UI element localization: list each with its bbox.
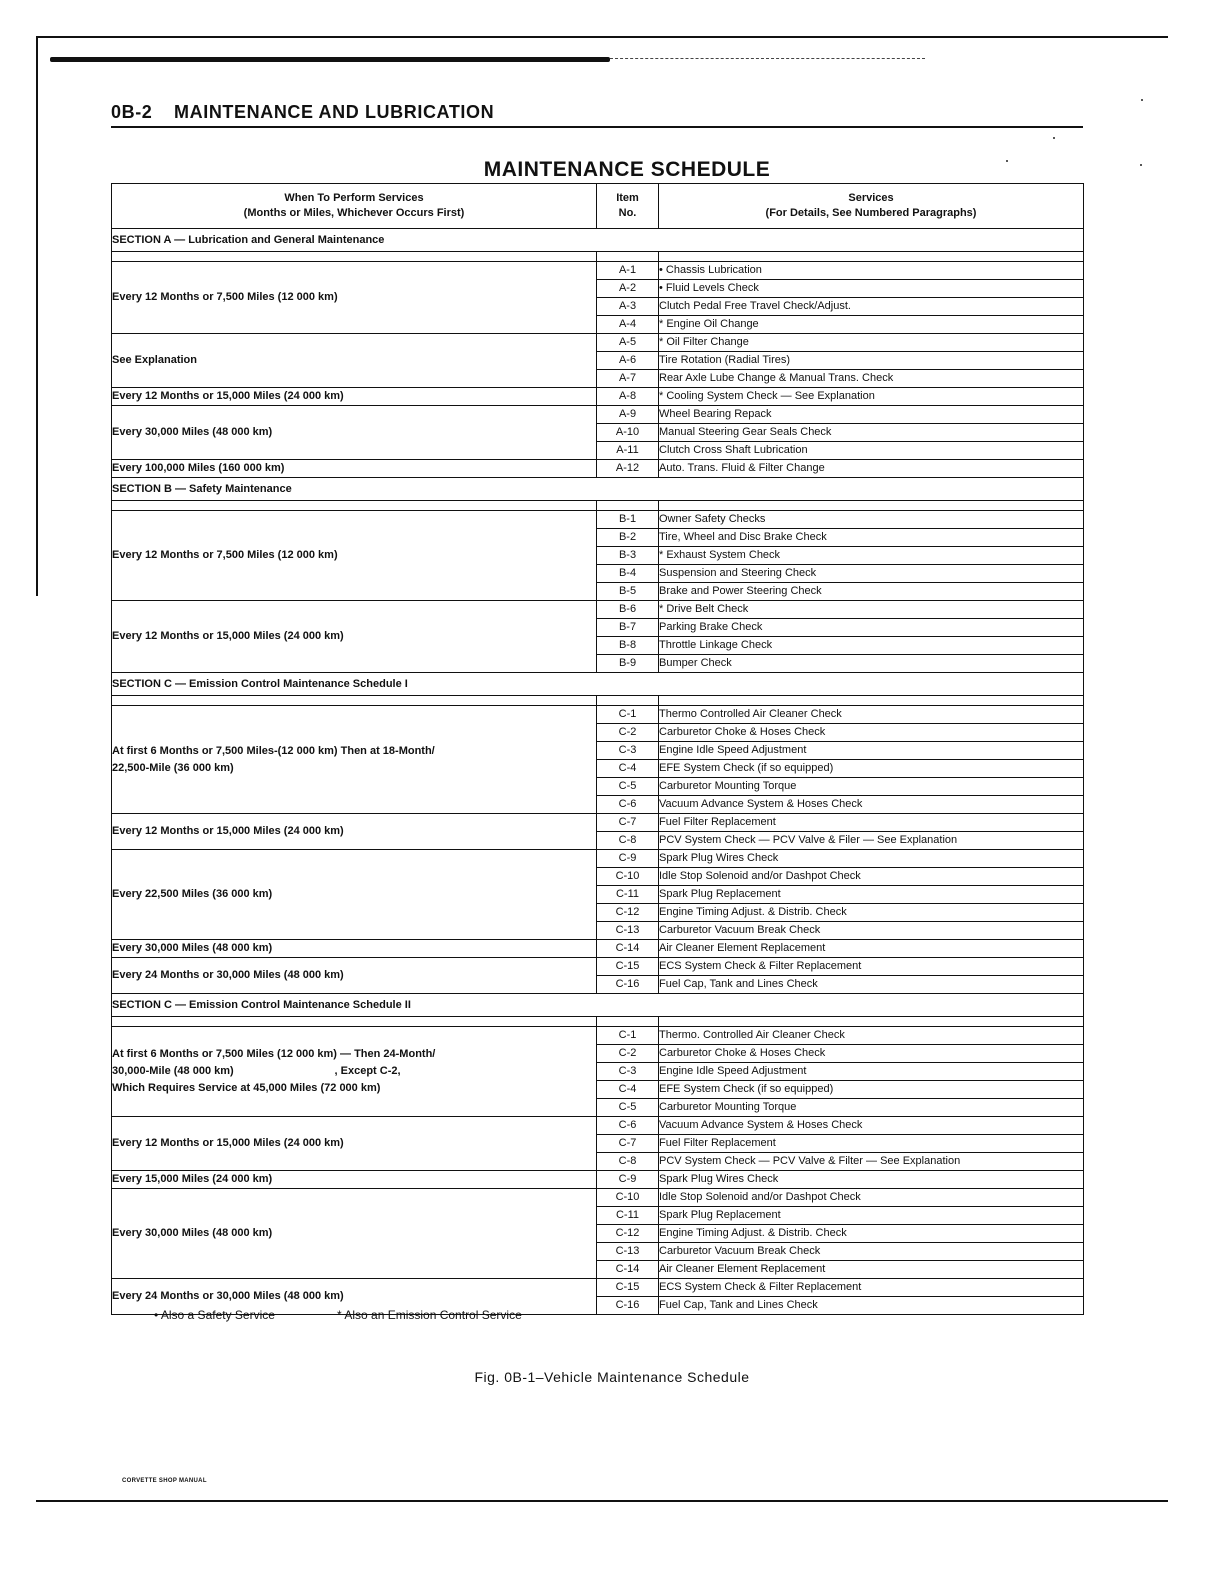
service-description: Fuel Cap, Tank and Lines Check (659, 1297, 1084, 1315)
service-interval-line: Every 100,000 Miles (160 000 km) (112, 462, 285, 475)
item-number: C-10 (597, 868, 659, 886)
item-number: C-11 (597, 886, 659, 904)
spacer-cell (597, 1017, 659, 1027)
column-header-services-line1: Services (848, 192, 894, 204)
service-description: ECS System Check & Filter Replacement (659, 958, 1084, 976)
item-number: A-12 (597, 460, 659, 478)
service-interval-line: At first 6 Months or 7,500 Miles-(12 000 km) Then at 18-Month/ (112, 744, 435, 757)
section-title: SECTION C — Emission Control Maintenance Schedule I (112, 673, 1084, 696)
service-description: Manual Steering Gear Seals Check (659, 424, 1084, 442)
scan-speck (1141, 99, 1143, 101)
service-interval-line: Every 12 Months or 15,000 Miles (24 000 km) (112, 825, 344, 838)
service-description: Suspension and Steering Check (659, 565, 1084, 583)
maintenance-schedule-table (111, 183, 1084, 1315)
spacer-cell (112, 252, 597, 262)
item-number: C-9 (597, 850, 659, 868)
service-description: Spark Plug Replacement (659, 1207, 1084, 1225)
service-description: Clutch Pedal Free Travel Check/Adjust. (659, 298, 1084, 316)
item-number: C-13 (597, 1243, 659, 1261)
item-number: C-15 (597, 1279, 659, 1297)
service-interval (112, 262, 597, 334)
service-description: Thermo. Controlled Air Cleaner Check (659, 1027, 1084, 1045)
item-number: C-6 (597, 1117, 659, 1135)
column-header-item-line1: Item (616, 192, 639, 204)
service-interval (112, 814, 597, 850)
service-description: Rear Axle Lube Change & Manual Trans. Check (659, 370, 1084, 388)
item-number: A-11 (597, 442, 659, 460)
item-number: C-2 (597, 1045, 659, 1063)
service-interval-line: Which Requires Service at 45,000 Miles (72 000 km) (112, 1082, 381, 1095)
service-description: Throttle Linkage Check (659, 637, 1084, 655)
service-interval-line: At first 6 Months or 7,500 Miles (12 000 km) — Then 24-Month/ (112, 1048, 436, 1061)
service-interval (112, 940, 597, 958)
item-number: A-1 (597, 262, 659, 280)
item-number: C-15 (597, 958, 659, 976)
section-title: MAINTENANCE AND LUBRICATION (174, 102, 495, 122)
spacer-cell (597, 501, 659, 511)
column-header-when-line2: (Months or Miles, Whichever Occurs First) (243, 207, 465, 219)
item-number: B-9 (597, 655, 659, 673)
service-description: Carburetor Choke & Hoses Check (659, 1045, 1084, 1063)
page-border-bottom (36, 1500, 1168, 1502)
item-number: B-8 (597, 637, 659, 655)
header-rule (111, 126, 1083, 128)
item-number: C-6 (597, 796, 659, 814)
service-description: Vacuum Advance System & Hoses Check (659, 796, 1084, 814)
footer-manual-name: CORVETTE SHOP MANUAL (122, 1478, 207, 1484)
item-number: C-9 (597, 1171, 659, 1189)
item-number: C-7 (597, 814, 659, 832)
service-interval-line: Every 12 Months or 7,500 Miles (12 000 km) (112, 549, 338, 562)
figure-caption: Fig. 0B-1–Vehicle Maintenance Schedule (474, 1369, 750, 1385)
item-number: B-4 (597, 565, 659, 583)
table-row (112, 406, 1084, 424)
item-number: C-3 (597, 742, 659, 760)
column-header-when (112, 184, 597, 229)
service-description: Idle Stop Solenoid and/or Dashpot Check (659, 868, 1084, 886)
table-row (112, 1027, 1084, 1045)
service-description: Bumper Check (659, 655, 1084, 673)
section-code: 0B-2 (111, 102, 153, 122)
service-interval (112, 334, 597, 388)
column-header-item-line2: No. (618, 207, 637, 219)
document-title (0, 158, 1224, 182)
service-description: Engine Timing Adjust. & Distrib. Check (659, 904, 1084, 922)
item-number: C-16 (597, 976, 659, 994)
table-row (112, 1189, 1084, 1207)
service-description: Carburetor Choke & Hoses Check (659, 724, 1084, 742)
section-title: SECTION C — Emission Control Maintenance Schedule II (112, 994, 1084, 1017)
service-interval (112, 706, 597, 814)
table-row (112, 511, 1084, 529)
spacer-cell (659, 1017, 1084, 1027)
service-description: Vacuum Advance System & Hoses Check (659, 1117, 1084, 1135)
item-number: C-13 (597, 922, 659, 940)
item-number: B-7 (597, 619, 659, 637)
service-description: Carburetor Mounting Torque (659, 778, 1084, 796)
service-description: Carburetor Vacuum Break Check (659, 922, 1084, 940)
item-number: A-10 (597, 424, 659, 442)
service-interval (112, 958, 597, 994)
item-number: C-8 (597, 832, 659, 850)
item-number: C-1 (597, 706, 659, 724)
service-description: * Cooling System Check — See Explanation (659, 388, 1084, 406)
spacer-cell (597, 252, 659, 262)
item-number: A-8 (597, 388, 659, 406)
service-interval (112, 1189, 597, 1279)
spacer-cell (112, 501, 597, 511)
item-number: C-1 (597, 1027, 659, 1045)
item-number: A-9 (597, 406, 659, 424)
item-number: A-4 (597, 316, 659, 334)
item-number: C-5 (597, 778, 659, 796)
service-description: Auto. Trans. Fluid & Filter Change (659, 460, 1084, 478)
service-interval-line: 22,500-Mile (36 000 km) (112, 761, 234, 774)
table-row (112, 601, 1084, 619)
section-spacer-row (112, 696, 1084, 706)
table-row (112, 958, 1084, 976)
section-row (112, 673, 1084, 696)
item-number: C-12 (597, 904, 659, 922)
spacer-cell (112, 696, 597, 706)
spacer-cell (659, 696, 1084, 706)
footnote-emission: * Also an Emission Control Service (337, 1308, 522, 1322)
service-description: Brake and Power Steering Check (659, 583, 1084, 601)
service-description: Carburetor Vacuum Break Check (659, 1243, 1084, 1261)
column-header-item (597, 184, 659, 229)
service-interval-line: Every 12 Months or 15,000 Miles (24 000 km) (112, 630, 344, 643)
service-interval (112, 388, 597, 406)
service-description: Spark Plug Wires Check (659, 850, 1084, 868)
service-description: * Engine Oil Change (659, 316, 1084, 334)
service-interval-line: Every 30,000 Miles (48 000 km) (112, 942, 273, 955)
column-header-services (659, 184, 1084, 229)
service-description: Tire Rotation (Radial Tires) (659, 352, 1084, 370)
section-spacer-row (112, 501, 1084, 511)
item-number: C-8 (597, 1153, 659, 1171)
scan-speck (1053, 137, 1055, 139)
table-row (112, 388, 1084, 406)
page-header (111, 102, 494, 123)
service-interval-line: Every 15,000 Miles (24 000 km) (112, 1173, 273, 1186)
service-interval-line: Every 30,000 Miles (48 000 km) (112, 1227, 273, 1240)
service-description: • Chassis Lubrication (659, 262, 1084, 280)
spacer-cell (597, 696, 659, 706)
service-description: PCV System Check — PCV Valve & Filer — See Explanation (659, 832, 1084, 850)
page-border-left (36, 36, 38, 596)
service-description: Tire, Wheel and Disc Brake Check (659, 529, 1084, 547)
table-row (112, 1117, 1084, 1135)
item-number: C-4 (597, 1081, 659, 1099)
service-interval (112, 1171, 597, 1189)
service-description: * Exhaust System Check (659, 547, 1084, 565)
service-description: Clutch Cross Shaft Lubrication (659, 442, 1084, 460)
spacer-cell (659, 501, 1084, 511)
section-title: SECTION B — Safety Maintenance (112, 478, 1084, 501)
item-number: C-3 (597, 1063, 659, 1081)
item-number: C-7 (597, 1135, 659, 1153)
service-interval (112, 1117, 597, 1171)
page-border-top (36, 36, 1168, 38)
table-row (112, 1279, 1084, 1297)
item-number: C-12 (597, 1225, 659, 1243)
service-description: Engine Idle Speed Adjustment (659, 1063, 1084, 1081)
service-description: Air Cleaner Element Replacement (659, 940, 1084, 958)
item-number: A-6 (597, 352, 659, 370)
service-description: Owner Safety Checks (659, 511, 1084, 529)
service-description: Fuel Cap, Tank and Lines Check (659, 976, 1084, 994)
service-description: Fuel Filter Replacement (659, 814, 1084, 832)
service-description: Thermo Controlled Air Cleaner Check (659, 706, 1084, 724)
item-number: B-3 (597, 547, 659, 565)
table-row (112, 262, 1084, 280)
service-description: Parking Brake Check (659, 619, 1084, 637)
service-interval-line: Every 24 Months or 30,000 Miles (48 000 km) (112, 969, 344, 982)
footnote-safety: • Also a Safety Service (154, 1308, 275, 1322)
column-header-services-line2: (For Details, See Numbered Paragraphs) (765, 207, 977, 219)
service-interval-line: Every 22,500 Miles (36 000 km) (112, 888, 273, 901)
service-description: Wheel Bearing Repack (659, 406, 1084, 424)
table-row (112, 940, 1084, 958)
service-description: Engine Timing Adjust. & Distrib. Check (659, 1225, 1084, 1243)
service-interval-line: See Explanation (112, 353, 197, 366)
service-description: Spark Plug Replacement (659, 886, 1084, 904)
item-number: C-11 (597, 1207, 659, 1225)
service-interval (112, 850, 597, 940)
spacer-cell (659, 252, 1084, 262)
service-interval (112, 601, 597, 673)
scan-artifact-dashes (610, 58, 925, 59)
service-description: • Fluid Levels Check (659, 280, 1084, 298)
service-interval (112, 1027, 597, 1117)
document-title-text: MAINTENANCE SCHEDULE (483, 158, 771, 181)
service-description: Idle Stop Solenoid and/or Dashpot Check (659, 1189, 1084, 1207)
item-number: B-2 (597, 529, 659, 547)
service-description: ECS System Check & Filter Replacement (659, 1279, 1084, 1297)
service-interval (112, 406, 597, 460)
table-row (112, 706, 1084, 724)
item-number: C-10 (597, 1189, 659, 1207)
item-number: C-14 (597, 1261, 659, 1279)
item-number: C-4 (597, 760, 659, 778)
service-description: EFE System Check (if so equipped) (659, 760, 1084, 778)
service-description: EFE System Check (if so equipped) (659, 1081, 1084, 1099)
service-interval-line: Every 12 Months or 15,000 Miles (24 000 km) (112, 390, 344, 402)
scan-artifact-bar (50, 57, 610, 62)
service-description: Spark Plug Wires Check (659, 1171, 1084, 1189)
service-interval-line: Every 12 Months or 7,500 Miles (12 000 km) (112, 290, 338, 303)
table-row (112, 460, 1084, 478)
service-interval (112, 511, 597, 601)
item-number: C-5 (597, 1099, 659, 1117)
service-interval-line: Every 12 Months or 15,000 Miles (24 000 km) (112, 1137, 344, 1150)
table-row (112, 1171, 1084, 1189)
service-interval (112, 460, 597, 478)
item-number: A-3 (597, 298, 659, 316)
table-row (112, 334, 1084, 352)
item-number: B-5 (597, 583, 659, 601)
service-description: * Oil Filter Change (659, 334, 1084, 352)
item-number: A-7 (597, 370, 659, 388)
section-title: SECTION A — Lubrication and General Maintenance (112, 229, 1084, 252)
section-row (112, 229, 1084, 252)
column-header-when-line1: When To Perform Services (284, 192, 424, 204)
service-interval-line: Every 30,000 Miles (48 000 km) (112, 426, 273, 439)
item-number: B-1 (597, 511, 659, 529)
service-description: Engine Idle Speed Adjustment (659, 742, 1084, 760)
section-row (112, 478, 1084, 501)
item-number: B-6 (597, 601, 659, 619)
service-interval-line: Every 24 Months or 30,000 Miles (48 000 km) (112, 1290, 344, 1303)
item-number: A-2 (597, 280, 659, 298)
table-row (112, 814, 1084, 832)
section-spacer-row (112, 252, 1084, 262)
section-row (112, 994, 1084, 1017)
service-description: Fuel Filter Replacement (659, 1135, 1084, 1153)
item-number: A-5 (597, 334, 659, 352)
item-number: C-16 (597, 1297, 659, 1315)
scan-speck (1006, 160, 1008, 162)
item-number: C-14 (597, 940, 659, 958)
service-description: Carburetor Mounting Torque (659, 1099, 1084, 1117)
item-number: C-2 (597, 724, 659, 742)
service-interval-line: 30,000-Mile (48 000 km) , Except C-2, (112, 1065, 401, 1078)
spacer-cell (112, 1017, 597, 1027)
service-description: Air Cleaner Element Replacement (659, 1261, 1084, 1279)
service-description: PCV System Check — PCV Valve & Filter — See Explanation (659, 1153, 1084, 1171)
table-body (112, 229, 1084, 1315)
scan-speck (1140, 164, 1142, 166)
table-header-row (112, 184, 1084, 229)
service-description: * Drive Belt Check (659, 601, 1084, 619)
table-row (112, 850, 1084, 868)
section-spacer-row (112, 1017, 1084, 1027)
